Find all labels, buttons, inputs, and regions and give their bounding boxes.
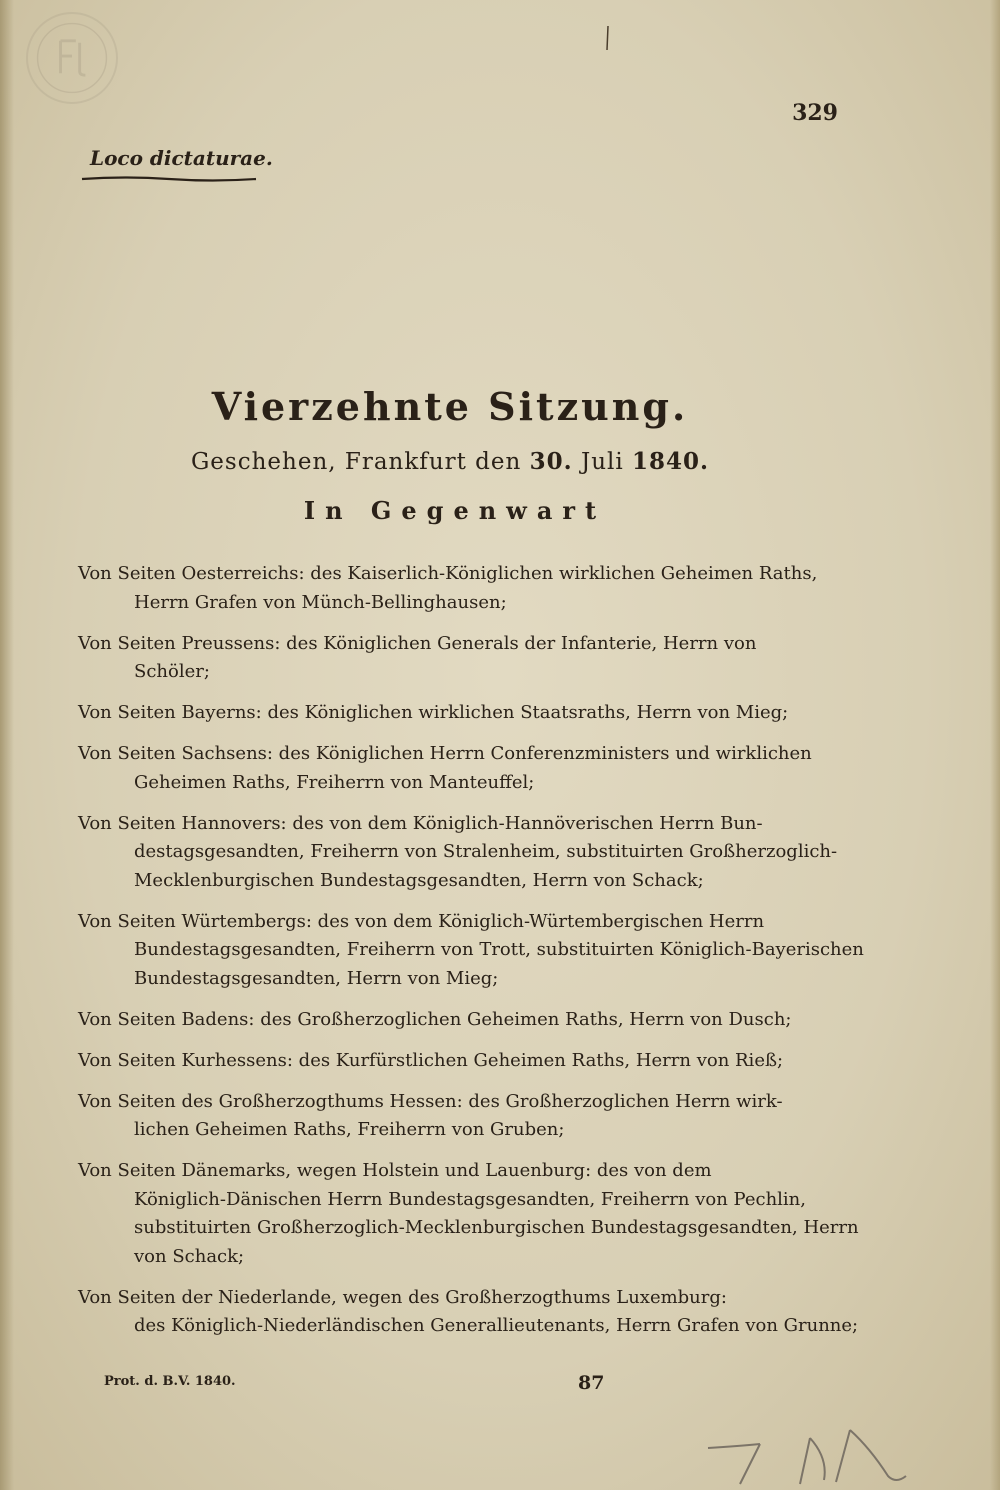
page-number: 329 [792,100,838,126]
attendance-list [78,560,864,1353]
library-stamp-icon [26,12,118,104]
date-month: Juli [580,449,624,475]
date-year: 1840. [632,448,710,475]
entry-first-line: Von Seiten Sachsens: des Königlichen Herrn Conferenzministers und wirklichen [78,743,812,764]
presence-heading: In Gegenwart [303,496,607,525]
entry-first-line: Von Seiten Kurhessens: des Kurfürstlichen Geheimen Raths, Herrn von Rieß; [78,1049,784,1071]
attendance-entry [78,740,838,797]
footer-signature: Prot. d. B.V. 1840. [104,1374,236,1389]
attendance-entry [78,1047,838,1076]
attendance-entry [78,1284,859,1341]
entry-first-line: Von Seiten Würtembergs: des von dem Königlich-Würtembergischen Herrn [78,910,765,932]
attendance-entry [78,630,838,687]
entry-first-line: Von Seiten Oesterreichs: des Kaiserlich-Königlichen wirklichen Geheimen Raths, [78,563,818,584]
entry-continuation-line: destagsgesandten, Freiherrn von Stralenheim, substituirten Großherzoglich- [134,841,838,862]
entry-continuation-line: Bundestagsgesandten, Herrn von Mieg; [134,967,499,989]
session-date-line [0,448,900,475]
entry-continuation-line: Bundestagsgesandten, Freiherrn von Trott, substituirten Königlich-Bayerischen [134,939,864,960]
attendance-entry [78,1157,859,1271]
entry-first-line: Von Seiten Dänemarks, wegen Holstein und Lauenburg: des von dem [78,1160,712,1181]
attendance-entry [78,1088,838,1145]
entry-continuation-line: lichen Geheimen Raths, Freiherrn von Gruben; [134,1119,565,1140]
attendance-entry [78,560,838,617]
entry-first-line: Von Seiten Bayerns: des Königlichen wirklichen Staatsraths, Herrn von Mieg; [78,702,789,723]
entry-first-line: Von Seiten der Niederlande, wegen des Großherzogthums Luxemburg: [78,1286,727,1308]
attendance-entry [78,1006,838,1035]
entry-continuation-line: Herrn Grafen von Münch-Bellinghausen; [134,591,507,613]
entry-continuation-line: Mecklenburgischen Bundestagsgesandten, Herrn von Schack; [134,869,704,891]
footer-sheet-number: 87 [578,1372,605,1394]
entry-continuation-line: substituirten Großherzoglich-Mecklenburgischen Bundestagsgesandten, Herrn [134,1217,859,1238]
loco-dictaturae-label: Loco dictaturae. [90,146,273,170]
page-edge-shadow-left [0,0,14,1490]
entry-continuation-line: Schöler; [134,661,210,682]
date-day: 30. [529,448,573,475]
entry-continuation-line: von Schack; [134,1245,245,1267]
attendance-entry [78,810,838,896]
entry-first-line: Von Seiten des Großherzogthums Hessen: des Großherzoglichen Herrn wirk- [78,1090,783,1112]
entry-continuation-line: Königlich-Dänischen Herrn Bundestagsgesandten, Freiherrn von Pechlin, [134,1188,806,1210]
attendance-entry [78,699,838,728]
session-title: Vierzehnte Sitzung. [211,384,689,429]
date-prefix: Geschehen, Frankfurt den [190,449,522,475]
decorative-rule [80,176,258,182]
entry-continuation-line: Geheimen Raths, Freiherrn von Manteuffel; [134,771,535,793]
ink-tick-mark [602,24,614,54]
page-edge-shadow-right [990,0,1000,1490]
entry-first-line: Von Seiten Hannovers: des von dem Königlich-Hannöverischen Herrn Bun- [78,812,763,834]
pencil-annotation [700,1418,910,1486]
entry-first-line: Von Seiten Badens: des Großherzoglichen Geheimen Raths, Herrn von Dusch; [78,1008,792,1030]
attendance-entry [78,908,864,994]
entry-first-line: Von Seiten Preussens: des Königlichen Generals der Infanterie, Herrn von [78,632,757,654]
entry-continuation-line: des Königlich-Niederländischen Generallieutenants, Herrn Grafen von Grunne; [134,1315,859,1336]
